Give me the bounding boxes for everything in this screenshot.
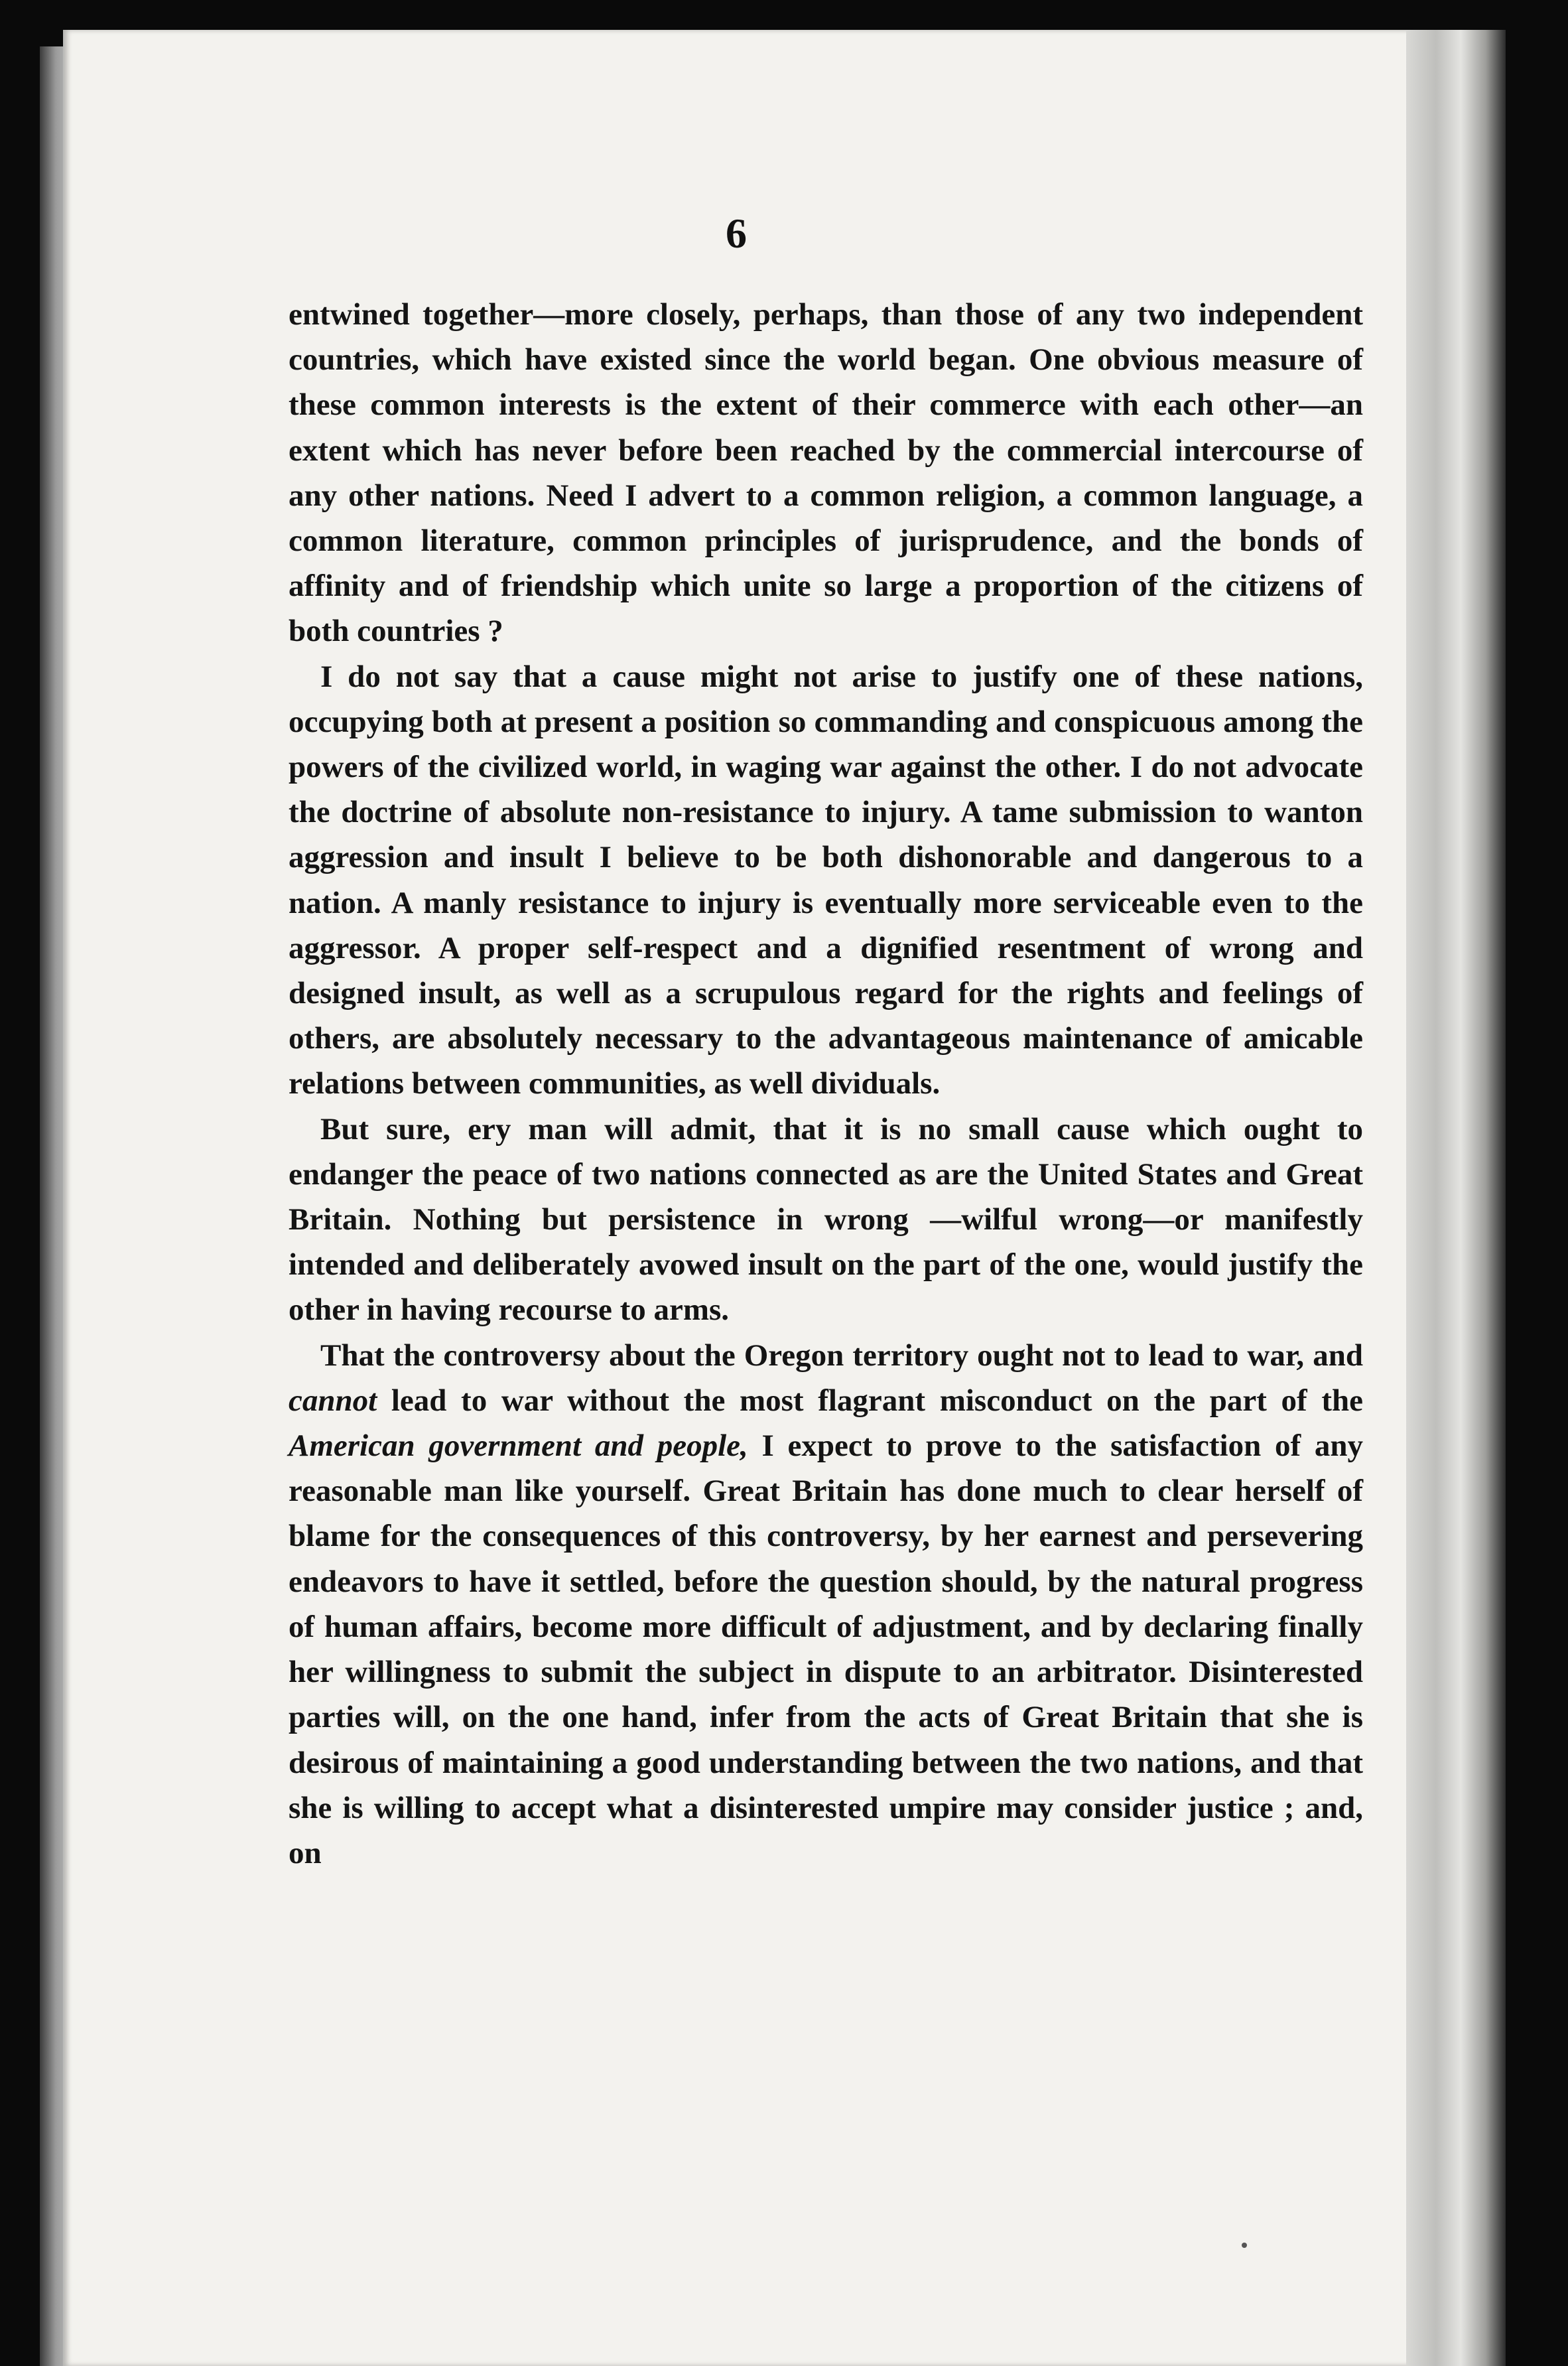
- italic-run: American government and people,: [289, 1428, 748, 1464]
- body-text: [289, 292, 1363, 1876]
- text-run: I do not say that a cause might not arise to justify one of these nations, occupying both at present a position so commanding and conspicuous among the powers of the civilized world, in waging war against the other. I do not advocate the doctrine of absolute non-resistance to injury. A tame submission to wanton aggression and insult I believe to be both dishonorable and dangerous to a nation. A manly resistance to injury is eventually more serviceable even to the aggressor. A proper self-respect and a dignified resentment of wrong and designed insult, as well as a scrupulous regard for the rights and feelings of others, are absolutely necessary to the advantageous maintenance of amicable relations between communities, as well dividuals.: [289, 659, 1363, 1101]
- ink-speck: [1242, 2243, 1247, 2248]
- facing-page-edge: [1406, 30, 1506, 2366]
- text-run: But sure, ery man will admit, that it is no small cause which ought to endanger the peace of two nations connected as are the United States and Great Britain. Nothing but persistence in wrong —wilful wrong—or manifestly intended and deliberately avowed insult on the part of the one, would justify the other in having recourse to arms.: [289, 1111, 1363, 1328]
- paragraph: [289, 654, 1363, 1107]
- page-number: 6: [726, 210, 747, 257]
- paragraph: [289, 1333, 1363, 1876]
- italic-run: cannot: [289, 1383, 377, 1418]
- text-run: I expect to prove to the satisfaction of any reasonable man like yourself. Great Britain has done much to clear herself of blame for the consequences of this controversy, by her earnest and persevering endeavors to have it settled, before the question should, by the natural progress of human affairs, become more difficult of adjustment, and by declaring finally her willingness to submit the subject in dispute to an arbitrator. Disinterested parties will, on the one hand, infer from the acts of Great Britain that she is desirous of maintaining a good understanding between the two nations, and that she is willing to accept what a disinterested umpire may consider justice ; and, on: [289, 1428, 1363, 1870]
- text-run: That the controversy about the Oregon territory ought not to lead to war, and: [320, 1338, 1363, 1373]
- paragraph: [289, 1107, 1363, 1333]
- paragraph: [289, 292, 1363, 654]
- text-run: lead to war without the most flagrant misconduct on the part of the: [377, 1383, 1363, 1418]
- text-run: entwined together—more closely, perhaps, than those of any two independent countries, which have existed since the world began. One obvious measure of these common interests is the extent of their commerce with each other—an extent which has never before been reached by the commercial intercourse of any other nations. Need I advert to a common religion, a common language, a common literature, common principles of jurisprudence, and the bonds of affinity and of friendship which unite so large a proportion of the citizens of both countries ?: [289, 297, 1363, 649]
- book-page: [63, 30, 1409, 2366]
